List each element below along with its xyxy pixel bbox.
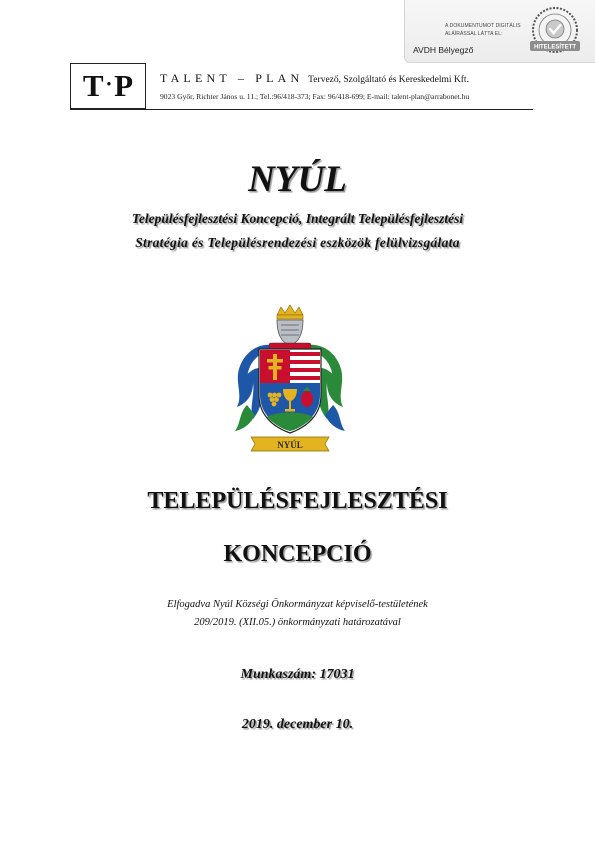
company-logo — [70, 63, 146, 109]
main-title-line1: TELEPÜLÉSFEJLESZTÉSI — [147, 488, 448, 514]
project-number: Munkaszám: 17031 — [240, 667, 355, 682]
logo-letter-p: P — [114, 68, 134, 103]
company-address: 9023 Győr, Richter János u. 11.; Tel.:96/418-373; Fax: 96/418-699; E-mail: talent-plan@arrabonet.hu — [160, 92, 470, 101]
seal-band-text: HITELESÍTETT — [534, 44, 576, 51]
coat-ribbon-text: NYÚL — [277, 440, 303, 450]
coat-of-arms — [225, 303, 355, 463]
stamp-text-line1: A DOKUMENTUMOT DIGITÁLIS — [445, 23, 521, 29]
company-line — [160, 71, 469, 86]
subtitle-line1: Településfejlesztési Koncepció, Integrált Településfejlesztési — [131, 211, 464, 226]
town-title: NYÚL — [248, 159, 347, 200]
company-description: Tervező, Szolgáltató és Kereskedelmi Kft. — [308, 75, 469, 85]
avdh-stamp — [404, 0, 595, 63]
header-divider — [70, 109, 533, 110]
stamp-label: AVDH Bélyegző — [413, 45, 474, 55]
approval-line2: 209/2019. (XII.05.) önkormányzati határozatával — [194, 617, 401, 628]
certified-seal-icon — [526, 5, 584, 59]
subtitle-line2: Stratégia és Településrendezési eszközök felülvizsgálata — [135, 235, 460, 250]
document-date: 2019. december 10. — [241, 717, 354, 732]
main-title-line2: KONCEPCIÓ — [223, 541, 372, 567]
logo-letter-t: T — [82, 68, 104, 103]
approval-line1: Elfogadva Nyúl Községi Önkormányzat képviselő-testületének — [167, 599, 428, 610]
logo-dot: • — [106, 76, 112, 91]
stamp-text-line2: ALÁÍRÁSSAL LÁTTA EL: — [445, 31, 503, 37]
company-name: TALENT – PLAN — [160, 71, 304, 85]
